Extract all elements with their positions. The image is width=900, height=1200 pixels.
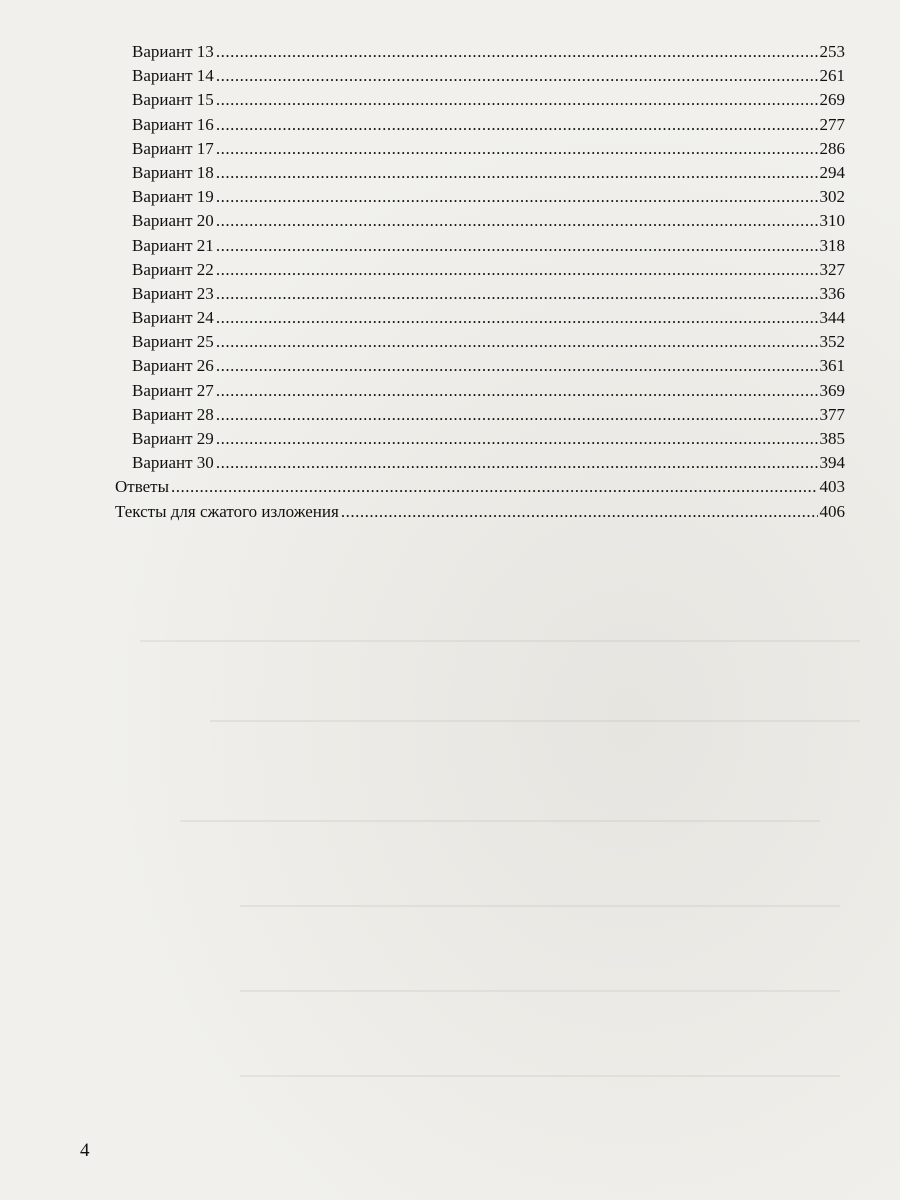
toc-entry — [115, 451, 845, 475]
page-number: 4 — [80, 1140, 90, 1161]
toc-leader-dots — [216, 113, 818, 137]
toc-entry-page: 394 — [819, 453, 845, 473]
toc-entry-page: 261 — [819, 66, 845, 86]
toc-entry-page: 361 — [819, 356, 845, 376]
bleed-through-line — [240, 1075, 840, 1077]
table-of-contents — [115, 40, 845, 524]
toc-entry-title: Вариант 17 — [132, 138, 214, 158]
bleed-through-line — [140, 640, 860, 642]
toc-entry-title: Вариант 27 — [132, 380, 214, 400]
toc-entry — [115, 354, 845, 378]
bleed-through-line — [210, 720, 860, 722]
toc-leader-dots — [216, 427, 818, 451]
toc-entry-title: Вариант 25 — [132, 332, 214, 352]
toc-entry — [115, 330, 845, 354]
toc-leader-dots — [216, 234, 818, 258]
bleed-through-line — [240, 905, 840, 907]
toc-entry — [115, 500, 845, 524]
toc-entry — [115, 137, 845, 161]
toc-leader-dots — [216, 40, 818, 64]
toc-leader-dots — [216, 64, 818, 88]
toc-entry-title: Вариант 19 — [132, 187, 214, 207]
toc-leader-dots — [216, 330, 818, 354]
toc-entry-page: 277 — [819, 114, 845, 134]
toc-entry-page: 253 — [819, 42, 845, 61]
toc-entry-page: 294 — [819, 162, 845, 182]
toc-leader-dots — [216, 306, 818, 330]
toc-leader-dots — [216, 451, 818, 475]
toc-leader-dots — [341, 500, 818, 524]
toc-entry-title: Вариант 16 — [132, 114, 214, 134]
toc-entry-title: Вариант 23 — [132, 283, 214, 303]
toc-entry-title: Вариант 21 — [132, 235, 214, 255]
toc-leader-dots — [216, 282, 818, 306]
toc-entry — [115, 306, 845, 330]
toc-entry-page: 310 — [819, 211, 845, 231]
toc-leader-dots — [216, 403, 818, 427]
bleed-through-line — [240, 990, 840, 992]
toc-entry — [115, 234, 845, 258]
toc-entry-page: 318 — [819, 235, 845, 255]
toc-entry-title: Вариант 14 — [132, 66, 214, 86]
toc-entry-title: Вариант 15 — [132, 90, 214, 110]
toc-entry — [115, 88, 845, 112]
toc-entry — [115, 40, 845, 64]
toc-leader-dots — [216, 354, 818, 378]
toc-entry — [115, 403, 845, 427]
toc-leader-dots — [216, 88, 818, 112]
toc-entry-page: 369 — [819, 380, 845, 400]
toc-entry-page: 302 — [819, 187, 845, 207]
toc-entry-page: 406 — [819, 501, 845, 521]
toc-leader-dots — [216, 258, 818, 282]
toc-leader-dots — [216, 209, 818, 233]
toc-entry-title: Вариант 30 — [132, 453, 214, 473]
toc-entry — [115, 113, 845, 137]
toc-entry-page: 327 — [819, 259, 845, 279]
toc-entry — [115, 379, 845, 403]
toc-entry-page: 269 — [819, 90, 845, 110]
toc-entry — [115, 185, 845, 209]
toc-entry — [115, 64, 845, 88]
toc-entry-title: Вариант 26 — [132, 356, 214, 376]
bleed-through-line — [180, 820, 820, 822]
toc-leader-dots — [216, 161, 818, 185]
toc-entry-page: 336 — [819, 283, 845, 303]
toc-entry-page: 352 — [819, 332, 845, 352]
toc-entry — [115, 161, 845, 185]
toc-entry — [115, 209, 845, 233]
toc-entry-page: 286 — [819, 138, 845, 158]
toc-entry-page: 403 — [819, 477, 845, 497]
toc-entry — [115, 258, 845, 282]
toc-entry-title: Вариант 18 — [132, 162, 214, 182]
toc-entry-title: Вариант 28 — [132, 404, 214, 424]
toc-leader-dots — [216, 185, 818, 209]
toc-leader-dots — [216, 379, 818, 403]
toc-entry — [115, 475, 845, 499]
toc-entry-title: Вариант 13 — [132, 42, 214, 61]
toc-entry-title: Тексты для сжатого изложения — [115, 501, 339, 521]
toc-leader-dots — [171, 475, 817, 499]
toc-entry-page: 377 — [819, 404, 845, 424]
toc-entry-title: Вариант 22 — [132, 259, 214, 279]
toc-entry-page: 344 — [819, 308, 845, 328]
toc-entry-page: 385 — [819, 429, 845, 448]
toc-entry-title: Вариант 20 — [132, 211, 214, 231]
toc-entry-title: Ответы — [115, 477, 170, 497]
toc-entry — [115, 282, 845, 306]
toc-entry-title: Вариант 24 — [132, 308, 214, 328]
toc-leader-dots — [216, 137, 818, 161]
toc-entry-title: Вариант 29 — [132, 429, 214, 448]
toc-entry — [115, 427, 845, 451]
